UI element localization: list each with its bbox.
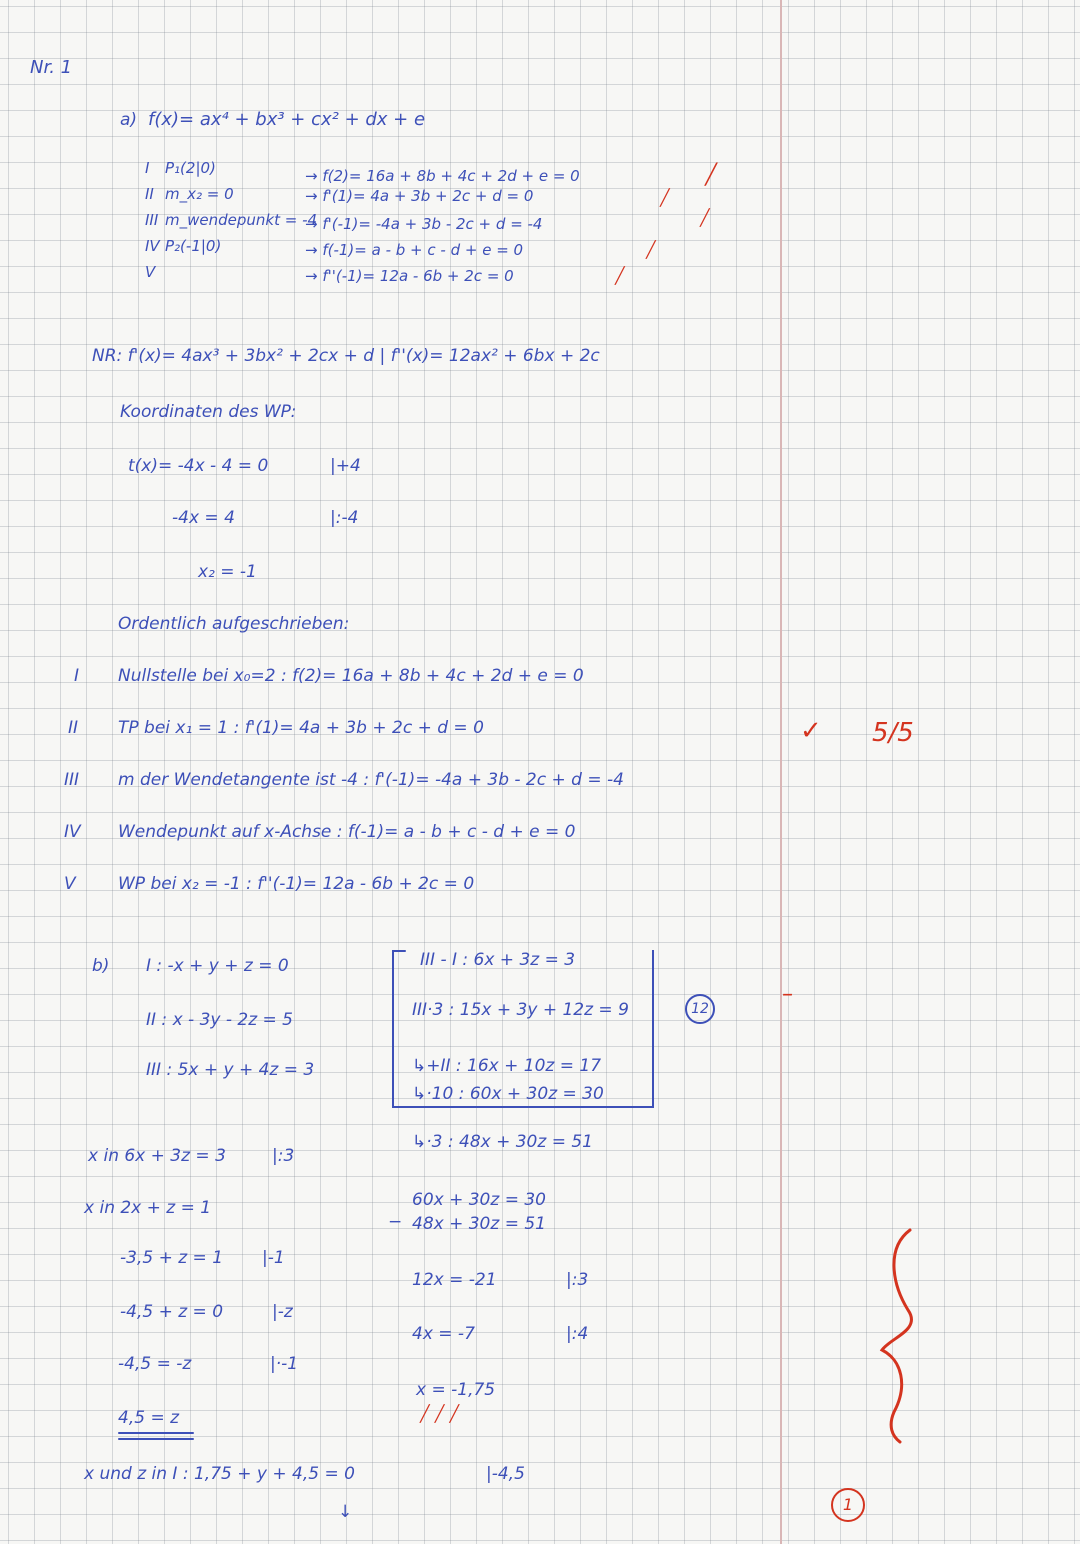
solve-step: x in 2x + z = 1	[84, 1198, 212, 1218]
circled-correction	[685, 994, 715, 1024]
final-step: x und z in I : 1,75 + y + 4,5 = 0	[84, 1464, 355, 1484]
condition-equation: → f'(-1)= -4a + 3b - 2c + d = -4	[305, 215, 543, 233]
condition-num: III	[145, 211, 159, 229]
elimination-line: ↳+II : 16x + 10z = 17	[412, 1056, 602, 1076]
solve-step: 12x = -21	[412, 1270, 497, 1290]
solve-step: -4,5 = -z	[118, 1354, 192, 1374]
neat-line: m der Wendetangente ist -4 : f'(-1)= -4a + 3b - 2c + d = -4	[118, 770, 624, 790]
circled-page-mark	[831, 1488, 865, 1522]
condition-text: P₁(2|0)	[165, 159, 216, 177]
derivatives: NR: f'(x)= 4ax³ + 3bx² + 2cx + d | f''(x)= 12ax² + 6bx + 2c	[92, 346, 600, 366]
elimination-line: ↳·3 : 48x + 30z = 51	[412, 1132, 593, 1152]
condition-num: IV	[145, 237, 160, 255]
curly-brace-mark	[872, 1226, 932, 1446]
score: 5/5	[872, 718, 914, 748]
condition-num: V	[145, 263, 156, 281]
wp-step-op: |+4	[330, 456, 361, 476]
check-mark: ╱	[646, 240, 656, 259]
wp-step-op: |:-4	[330, 508, 359, 528]
solve-step: -3,5 + z = 1	[120, 1248, 224, 1268]
neat-line: Nullstelle bei x₀=2 : f(2)= 16a + 8b + 4c + 2d + e = 0	[118, 666, 584, 686]
elimination-line: ↳·10 : 60x + 30z = 30	[412, 1084, 604, 1104]
solve-step-op: |:3	[566, 1270, 589, 1290]
condition-num: II	[145, 185, 154, 203]
condition-equation: → f'(1)= 4a + 3b + 2c + d = 0	[305, 187, 534, 205]
solve-step-op: |-1	[262, 1248, 285, 1268]
circled-value: 12	[691, 1001, 709, 1017]
check-mark: ╱	[660, 188, 670, 207]
solve-step: 4x = -7	[412, 1324, 475, 1344]
condition-equation: → f(-1)= a - b + c - d + e = 0	[305, 241, 524, 259]
neat-num: IV	[64, 822, 81, 842]
neat-line: WP bei x₂ = -1 : f''(-1)= 12a - 6b + 2c = 0	[118, 874, 475, 894]
part-a-label: a)	[120, 110, 138, 130]
neat-num: I	[74, 666, 80, 686]
part-b-label: b)	[92, 956, 110, 976]
solve-step: -4,5 + z = 0	[120, 1302, 224, 1322]
task-number: Nr. 1	[30, 57, 73, 78]
wp-step: t(x)= -4x - 4 = 0	[128, 456, 269, 476]
check-mark: ╱	[700, 208, 710, 227]
wp-step: -4x = 4	[172, 508, 235, 528]
underline	[118, 1438, 194, 1440]
elimination-line: III - I : 6x + 3z = 3	[420, 950, 576, 970]
solve-step-op: |-z	[272, 1302, 293, 1322]
margin-line	[780, 0, 782, 1544]
down-arrow: ↓	[338, 1502, 353, 1522]
neat-num: V	[64, 874, 76, 894]
condition-equation: → f''(-1)= 12a - 6b + 2c = 0	[305, 267, 514, 285]
check-mark: ╱	[705, 162, 718, 186]
bracket-tick	[392, 950, 406, 952]
solve-step-op: |:4	[566, 1324, 589, 1344]
condition-equation: → f(2)= 16a + 8b + 4c + 2d + e = 0	[305, 167, 580, 185]
margin-dash: –	[782, 982, 793, 1007]
condition-num: I	[145, 159, 150, 177]
circled-page-number: 1	[842, 1495, 854, 1514]
condition-text: m_wendepunkt = -4	[165, 211, 318, 229]
wp-heading: Koordinaten des WP:	[120, 402, 297, 422]
check-mark: ╱	[615, 266, 625, 285]
function-definition: f(x)= ax⁴ + bx³ + cx² + dx + e	[148, 109, 426, 130]
solve-step-op: |·-1	[270, 1354, 299, 1374]
neat-line: Wendepunkt auf x-Achse : f(-1)= a - b + c - d + e = 0	[118, 822, 576, 842]
condition-text: m_x₂ = 0	[165, 185, 234, 203]
wp-step: x₂ = -1	[198, 562, 257, 582]
solve-step: 60x + 30z = 30	[412, 1190, 546, 1210]
underline	[118, 1432, 194, 1434]
neat-heading: Ordentlich aufgeschrieben:	[118, 614, 350, 634]
solve-step: x in 6x + 3z = 3	[88, 1146, 226, 1166]
elimination-line: III·3 : 15x + 3y + 12z = 9	[412, 1000, 629, 1020]
solve-step-op: |:3	[272, 1146, 295, 1166]
solve-step: 48x + 30z = 51	[412, 1214, 546, 1234]
minus-sign: −	[388, 1212, 403, 1232]
final-step-op: |-4,5	[486, 1464, 525, 1484]
solve-step: 4,5 = z	[118, 1408, 180, 1428]
neat-num: II	[68, 718, 79, 738]
solve-step: x = -1,75	[416, 1380, 496, 1400]
system-equation: I : -x + y + z = 0	[146, 956, 289, 976]
system-equation: II : x - 3y - 2z = 5	[146, 1010, 293, 1030]
condition-text: P₂(-1|0)	[165, 237, 222, 255]
check-mark: ╱ ╱ ╱	[420, 1404, 460, 1423]
neat-num: III	[64, 770, 80, 790]
neat-line: TP bei x₁ = 1 : f'(1)= 4a + 3b + 2c + d = 0	[118, 718, 484, 738]
check-mark: ✓	[800, 716, 822, 746]
system-equation: III : 5x + y + 4z = 3	[146, 1060, 315, 1080]
